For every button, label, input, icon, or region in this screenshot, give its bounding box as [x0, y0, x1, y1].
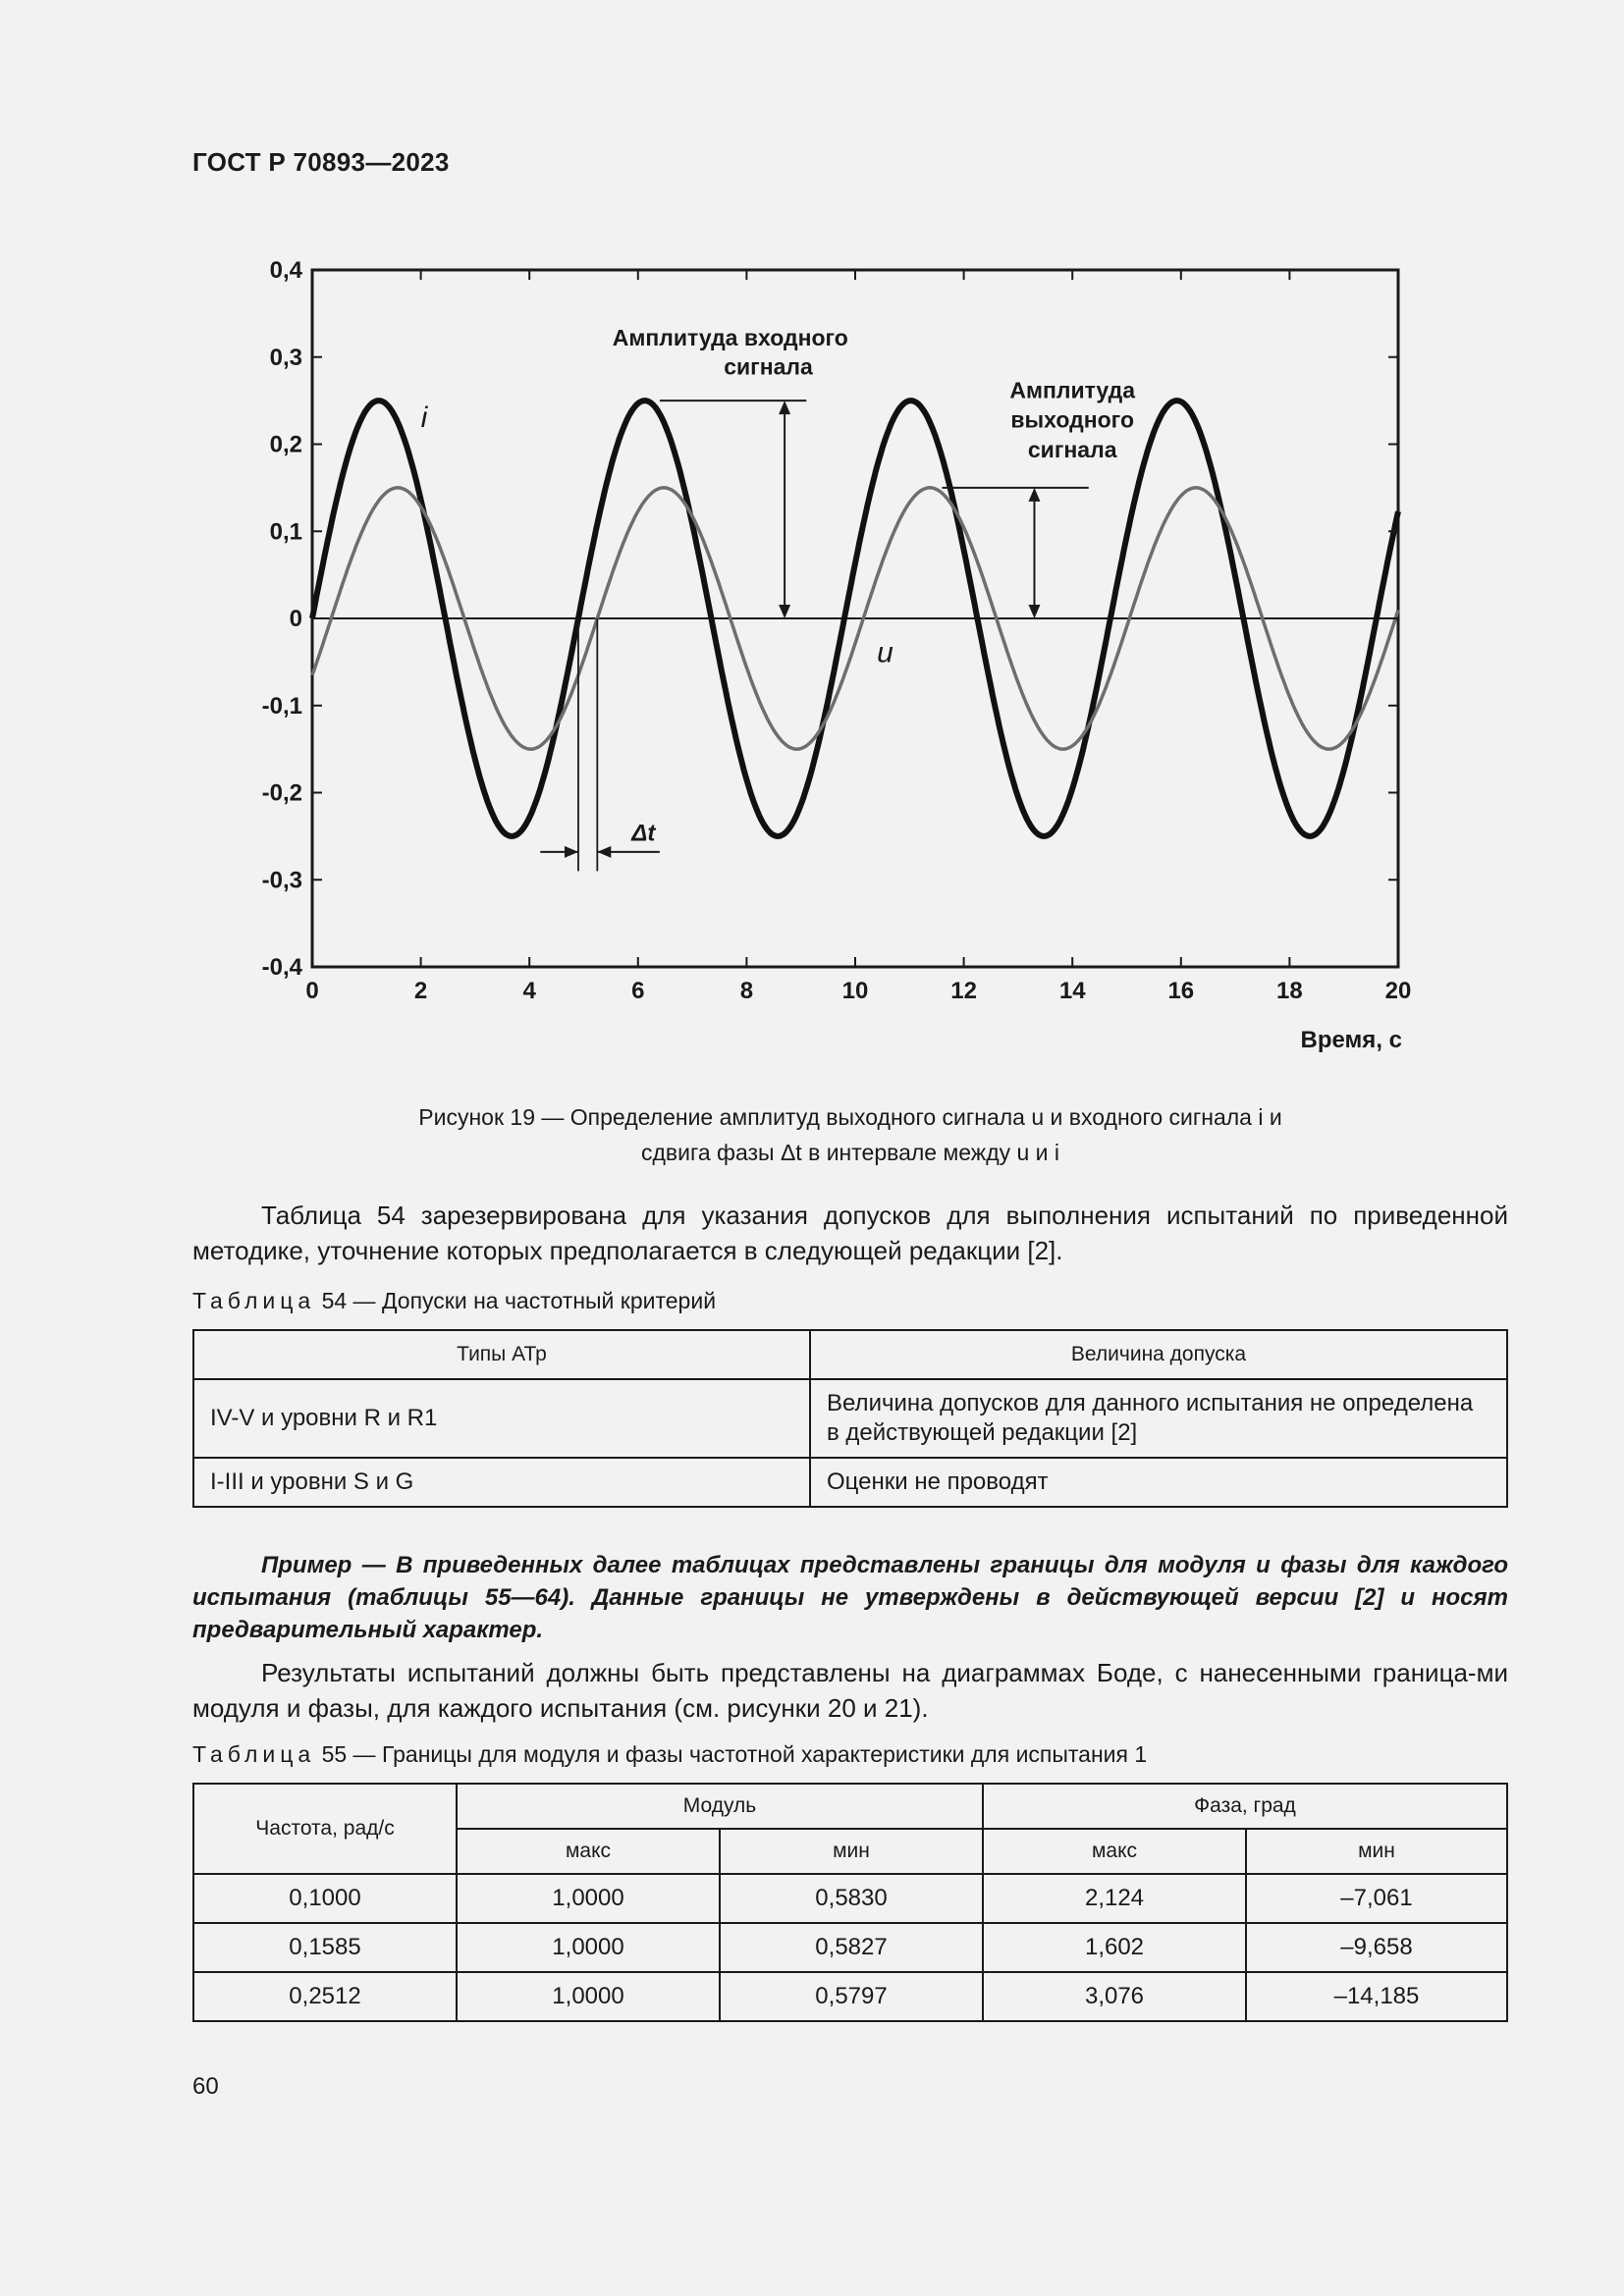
table-row — [193, 1458, 1507, 1507]
arrow-head-up — [779, 400, 790, 414]
sine-chart — [236, 245, 1434, 1060]
table-header-row — [193, 1330, 1507, 1379]
y-tick-label: -0,1 — [261, 692, 302, 720]
arrow-head-down — [779, 605, 790, 618]
x-tick-label: 12 — [950, 978, 977, 1004]
y-tick-label: 0,2 — [269, 431, 302, 458]
y-tick-label: -0,3 — [261, 867, 302, 894]
table-cell: 0,5827 — [720, 1923, 983, 1972]
table55-caption — [192, 1741, 1147, 1768]
x-axis-label: Время, с — [1300, 1027, 1402, 1053]
table-cell: 1,0000 — [457, 1923, 720, 1972]
table-header-cell: Модуль — [457, 1784, 983, 1829]
table-cell: –14,185 — [1246, 1972, 1507, 2021]
input-amplitude-label-line1: Амплитуда входного — [612, 325, 848, 351]
y-tick-label: -0,4 — [261, 954, 302, 981]
table-row — [193, 1972, 1507, 2021]
table-cell: 0,2512 — [193, 1972, 457, 2021]
table-header-row — [193, 1784, 1507, 1829]
series-label-i: i — [420, 400, 428, 434]
paragraph-table54-note — [192, 1198, 1508, 1268]
table-row — [193, 1379, 1507, 1458]
example-note — [192, 1549, 1508, 1646]
table-cell: Величина допусков для данного испытания не определена в действующей редакции [2] — [810, 1379, 1507, 1458]
table-cell: 3,076 — [983, 1972, 1246, 2021]
y-tick-label: 0,1 — [269, 518, 302, 546]
table-row — [193, 1923, 1507, 1972]
table-cell: 0,1000 — [193, 1874, 457, 1923]
output-amplitude-label-line3: сигнала — [1027, 436, 1117, 462]
table-row — [193, 1874, 1507, 1923]
table-cell: –9,658 — [1246, 1923, 1507, 1972]
table-header-cell: Фаза, град — [983, 1784, 1507, 1829]
series-label-u: u — [877, 636, 893, 669]
x-tick-label: 8 — [739, 978, 754, 1004]
table54-caption — [192, 1288, 716, 1314]
x-tick-label: 6 — [631, 978, 645, 1004]
table-header-cell: макс — [457, 1829, 720, 1874]
arrow-head-down — [1028, 605, 1040, 618]
example-text: Пример — В приведенных далее таблицах представлены границы для модуля и фазы для каждого испытания (таблицы 55—64). Данные границы не утверждены в действующей версии [2] и носят предварительный характер. — [192, 1552, 1508, 1643]
y-tick-label: 0,4 — [269, 257, 302, 284]
table-header-cell: мин — [720, 1829, 983, 1874]
table-cell: I-III и уровни S и G — [193, 1458, 810, 1507]
arrow-head-left — [597, 846, 611, 858]
table-caption-prefix: Таблица — [192, 1741, 316, 1767]
x-tick-label: 20 — [1384, 978, 1412, 1004]
table-header-cell: Частота, рад/с — [193, 1784, 457, 1874]
table-caption-prefix: Таблица — [192, 1288, 316, 1313]
table-cell: IV-V и уровни R и R1 — [193, 1379, 810, 1458]
table-cell: 0,5797 — [720, 1972, 983, 2021]
x-tick-label: 2 — [413, 978, 428, 1004]
table-cell: –7,061 — [1246, 1874, 1507, 1923]
table-header-cell: Величина допуска — [810, 1330, 1507, 1379]
y-tick-label: -0,2 — [261, 779, 302, 807]
table-cell: 0,5830 — [720, 1874, 983, 1923]
document-header: ГОСТ Р 70893—2023 — [192, 147, 450, 177]
table-cell: 1,602 — [983, 1923, 1246, 1972]
table-cell: Оценки не проводят — [810, 1458, 1507, 1507]
table-caption-text: 55 — Границы для модуля и фазы частотной характеристики для испытания 1 — [321, 1741, 1148, 1767]
arrow-head-up — [1028, 488, 1040, 502]
y-tick-label: 0,3 — [269, 344, 302, 371]
table-55 — [192, 1783, 1508, 2022]
x-tick-label: 16 — [1167, 978, 1195, 1004]
paragraph-results — [192, 1655, 1508, 1726]
table-cell: 0,1585 — [193, 1923, 457, 1972]
paragraph-text: Таблица 54 зарезервирована для указания допусков для выполнения испытаний по приведенной методике, уточнение которых предполагается в следующей редакции [2]. — [192, 1201, 1508, 1265]
figure-caption-line2: сдвига фазы Δt в интервале между u и i — [640, 1140, 1060, 1165]
x-tick-label: 14 — [1058, 978, 1086, 1004]
table-cell: 1,0000 — [457, 1874, 720, 1923]
table-header-cell: Типы АТр — [193, 1330, 810, 1379]
paragraph-text: Результаты испытаний должны быть представлены на диаграммах Боде, с нанесенными граница-ми модуля и фазы, для каждого испытания (см. рисунки 20 и 21). — [192, 1658, 1508, 1723]
table-cell: 2,124 — [983, 1874, 1246, 1923]
arrow-head-right — [565, 846, 578, 858]
table-54 — [192, 1329, 1508, 1508]
output-amplitude-label-line1: Амплитуда — [1009, 377, 1136, 403]
output-amplitude-label-line2: выходного — [1010, 406, 1135, 433]
x-tick-label: 4 — [522, 978, 536, 1004]
input-amplitude-label-line2: сигнала — [724, 353, 813, 380]
table-caption-text: 54 — Допуски на частотный критерий — [321, 1288, 717, 1313]
page-number: 60 — [192, 2073, 219, 2100]
table-header-cell: мин — [1246, 1829, 1507, 1874]
x-tick-label: 18 — [1276, 978, 1303, 1004]
y-tick-label: 0 — [289, 606, 302, 632]
figure-caption-line1: Рисунок 19 — Определение амплитуд выходного сигнала u и входного сигнала i и — [418, 1104, 1282, 1130]
delta-t-label: Δt — [631, 820, 656, 847]
x-tick-label: 10 — [841, 978, 869, 1004]
figure-caption — [192, 1099, 1508, 1170]
table-header-cell: макс — [983, 1829, 1246, 1874]
x-tick-label: 0 — [305, 978, 319, 1004]
table-cell: 1,0000 — [457, 1972, 720, 2021]
